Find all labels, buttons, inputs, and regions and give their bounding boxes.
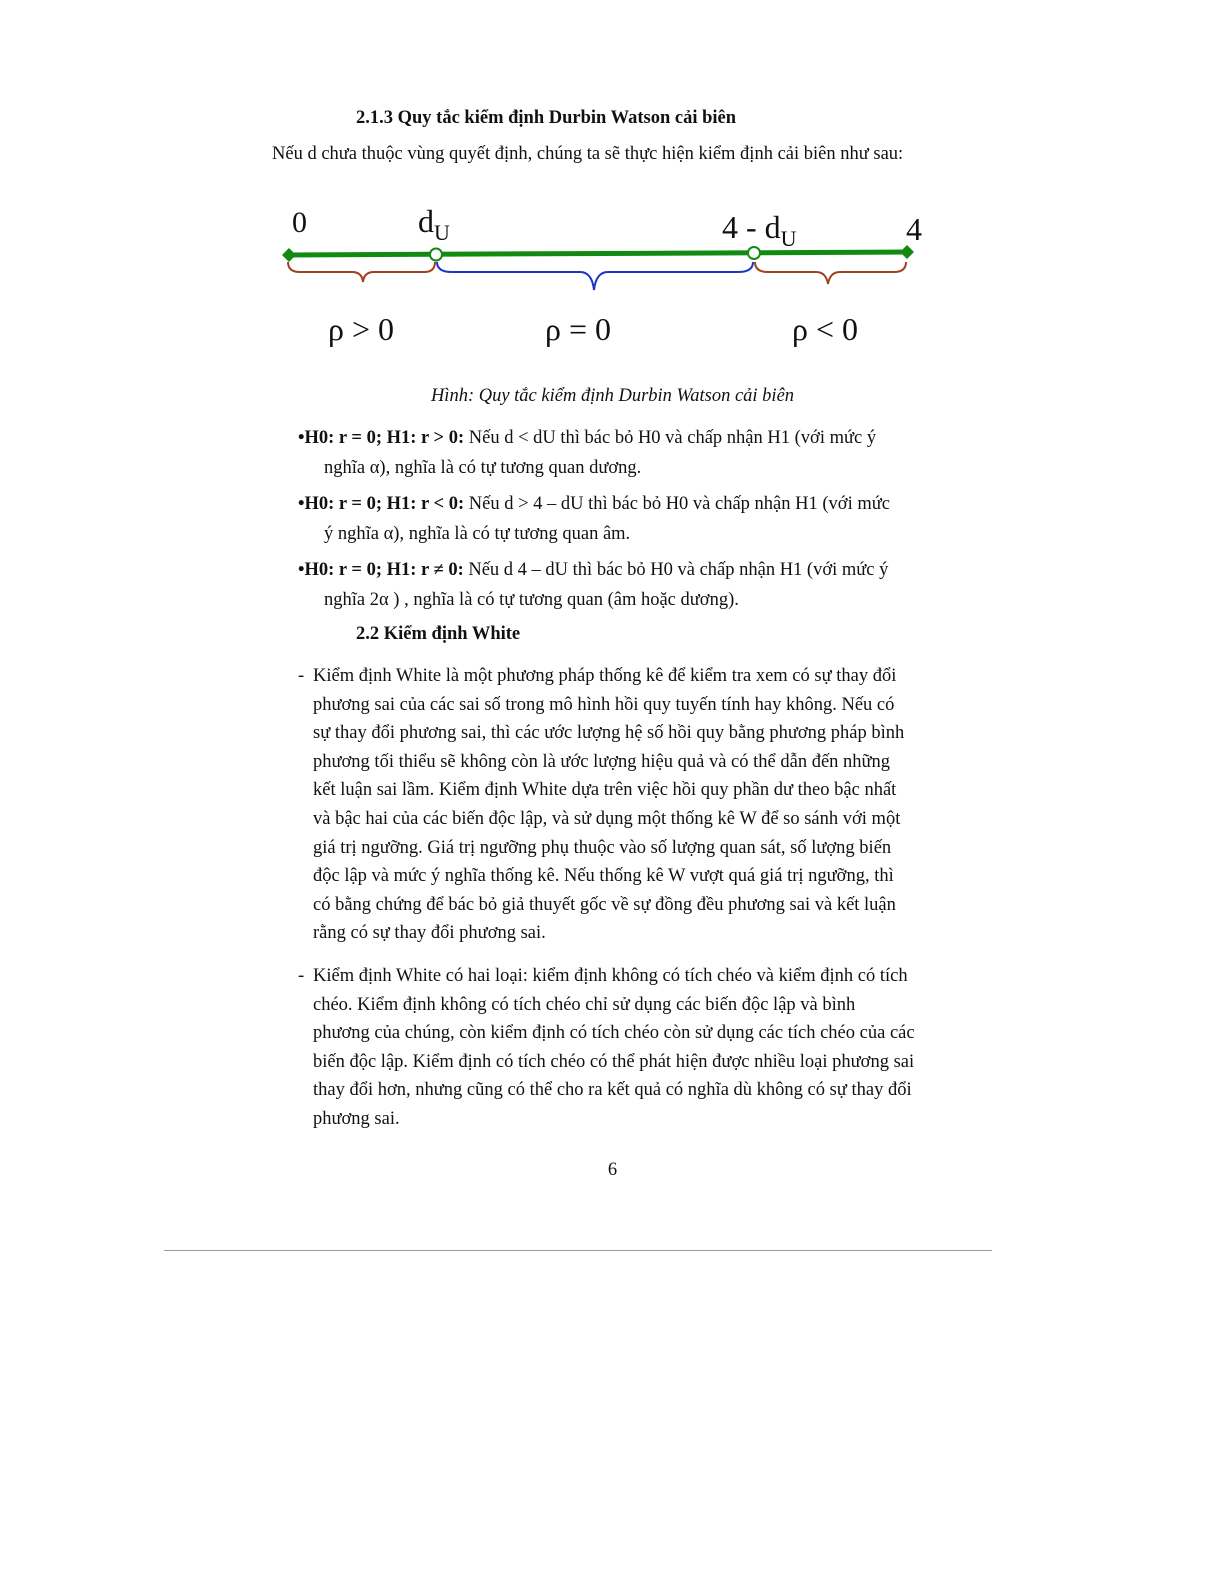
- hypothesis-text-cont: nghĩa α), nghĩa là có tự tương quan dương.: [324, 457, 642, 478]
- hypothesis-label: •H0: r = 0; H1: r > 0:: [298, 428, 465, 448]
- paragraph-line: phương tối thiểu sẽ không còn là ước lượng hiệu quả và có thể dẫn đến những: [313, 751, 891, 772]
- number-line: [288, 252, 908, 255]
- paragraph-line: có bằng chứng để bác bỏ giả thuyết gốc về sự đồng đều phương sai và kết luận: [313, 894, 896, 915]
- hypothesis-item-nonzero: [298, 556, 928, 615]
- 4-minus-du-marker: [748, 247, 760, 259]
- paragraph-line: sự thay đổi phương sai, thì các ước lượng hệ số hồi quy bằng phương pháp bình: [313, 723, 905, 744]
- left-endpoint-marker: [282, 248, 296, 262]
- white-test-paragraph-2: [298, 962, 948, 1134]
- region-label-zero: ρ = 0: [545, 311, 612, 347]
- middle-brace: [437, 262, 753, 290]
- durbin-watson-diagram: [280, 196, 940, 356]
- paragraph-line: chéo. Kiểm định không có tích chéo chỉ sử dụng các biến độc lập và bình: [313, 994, 856, 1015]
- right-endpoint-marker: [900, 245, 914, 259]
- left-brace: [288, 262, 435, 282]
- region-label-negative: ρ < 0: [792, 311, 859, 347]
- paragraph-lines: [313, 662, 948, 948]
- white-test-paragraph-1: [298, 662, 948, 948]
- footer-rule: [164, 1250, 992, 1251]
- list-dash: -: [298, 666, 305, 686]
- figure-caption: Hình: Quy tắc kiểm định Durbin Watson cải biên: [430, 386, 795, 406]
- paragraph-line: Kiểm định White có hai loại: kiểm định không có tích chéo và kiểm định có tích: [313, 966, 908, 986]
- hypothesis-label: •H0: r = 0; H1: r < 0:: [298, 494, 465, 514]
- list-dash: -: [298, 966, 305, 986]
- paragraph-line: phương sai.: [313, 1108, 400, 1129]
- paragraph-lines: [313, 962, 948, 1134]
- page-number: 6: [607, 1160, 618, 1180]
- hypothesis-item-positive: [298, 424, 928, 483]
- section-heading-2-1-3: 2.1.3 Quy tắc kiểm định Durbin Watson cải biên: [356, 108, 737, 128]
- paragraph-line: biến độc lập. Kiểm định có tích chéo có thể phát hiện được nhiều loại phương sai: [313, 1051, 915, 1072]
- paragraph-line: thay đổi hơn, nhưng cũng có thể cho ra kết quả có nghĩa dù không có sự thay đổi: [313, 1080, 912, 1101]
- label-zero: 0: [292, 206, 307, 239]
- paragraph-line: giá trị ngưỡng. Giá trị ngưỡng phụ thuộc vào số lượng quan sát, số lượng biến: [313, 837, 892, 858]
- section-heading-2-2: 2.2 Kiểm định White: [356, 624, 521, 644]
- hypothesis-text: Nếu d > 4 – dU thì bác bỏ H0 và chấp nhận H1 (với mức: [464, 494, 890, 514]
- label-4-minus-du: $4 - d_U$: [722, 209, 797, 251]
- hypothesis-label: •H0: r = 0; H1: r ≠ 0:: [298, 560, 464, 580]
- label-du: $d_U$: [418, 203, 450, 245]
- du-marker: [430, 249, 442, 261]
- paragraph-line: phương của chúng, còn kiểm định có tích chéo còn sử dụng các tích chéo của các: [313, 1023, 915, 1044]
- region-label-positive: ρ > 0: [328, 311, 395, 347]
- intro-paragraph: Nếu d chưa thuộc vùng quyết định, chúng ta sẽ thực hiện kiểm định cải biên như sau:: [272, 144, 904, 164]
- hypothesis-text-cont: nghĩa 2α ) , nghĩa là có tự tương quan (âm hoặc dương).: [324, 589, 739, 610]
- hypothesis-item-negative: [298, 490, 928, 549]
- paragraph-line: và bậc hai của các biến độc lập, và sử dụng một thống kê W để so sánh với một: [313, 808, 901, 829]
- hypothesis-text: Nếu d 4 – dU thì bác bỏ H0 và chấp nhận H1 (với mức ý: [463, 560, 889, 580]
- paragraph-line: kết luận sai lầm. Kiểm định White dựa trên việc hồi quy phần dư theo bậc nhất: [313, 780, 897, 801]
- paragraph-line: độc lập và mức ý nghĩa thống kê. Nếu thống kê W vượt quá giá trị ngưỡng, thì: [313, 866, 894, 887]
- paragraph-line: rằng có sự thay đổi phương sai.: [313, 923, 546, 944]
- hypothesis-text-cont: ý nghĩa α), nghĩa là có tự tương quan âm.: [324, 523, 631, 544]
- hypothesis-text: Nếu d < dU thì bác bỏ H0 và chấp nhận H1 (với mức ý: [464, 428, 877, 448]
- paragraph-line: Kiểm định White là một phương pháp thống kê để kiểm tra xem có sự thay đổi: [313, 666, 897, 686]
- paragraph-line: phương sai của các sai số trong mô hình hồi quy tuyến tính hay không. Nếu có: [313, 694, 895, 715]
- right-brace: [755, 262, 906, 284]
- label-four: 4: [906, 211, 922, 247]
